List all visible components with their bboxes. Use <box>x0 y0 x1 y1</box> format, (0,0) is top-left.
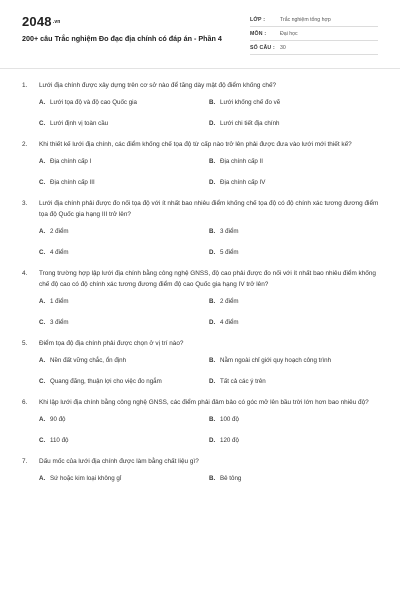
option-text: 1 điểm <box>50 298 69 305</box>
option-text: Lưới định vị toàn cầu <box>50 120 109 127</box>
option-letter: A. <box>39 228 46 235</box>
answer-option[interactable] <box>209 248 379 258</box>
answer-option[interactable] <box>209 415 379 425</box>
option-letter: C. <box>39 437 46 444</box>
answer-option[interactable] <box>209 157 379 167</box>
answer-option[interactable] <box>39 377 209 387</box>
option-letter: B. <box>209 158 216 165</box>
meta-key: LỚP : <box>250 16 266 23</box>
meta-table <box>250 13 378 55</box>
option-text: Sứ hoặc kim loại không gỉ <box>50 475 122 482</box>
option-letter: C. <box>39 319 46 326</box>
question-header <box>22 139 380 150</box>
answer-option[interactable] <box>39 415 209 425</box>
question-text: Trong trường hợp lập lưới địa chính bằng công nghệ GNSS, độ cao phải được đo nối với ít nhất bao nhiêu điểm khống chế độ cao có độ chính xác tương đương điểm độ cao Quốc gia hạng IV trở lên? <box>39 270 376 288</box>
meta-key: SỐ CÂU : <box>250 44 275 51</box>
answer-option[interactable] <box>209 318 379 328</box>
answer-option[interactable] <box>39 157 209 167</box>
question-item <box>22 397 380 446</box>
question-item <box>22 268 380 328</box>
answer-option[interactable] <box>209 436 379 446</box>
option-letter: D. <box>209 319 216 326</box>
meta-value: Đại học <box>280 30 298 37</box>
answer-option[interactable] <box>209 377 379 387</box>
answer-option[interactable] <box>39 248 209 258</box>
question-item <box>22 456 380 484</box>
meta-value: Trắc nghiệm tổng hợp <box>280 16 331 23</box>
question-text: Khi lập lưới địa chính bằng công nghệ GNSS, các điểm phải đảm bảo có góc mở lên bầu trời lớn hơn bao nhiêu độ? <box>39 399 369 406</box>
question-item <box>22 139 380 188</box>
option-text: Địa chính cấp I <box>50 158 92 165</box>
question-header <box>22 338 380 349</box>
meta-value: 30 <box>280 44 286 51</box>
answer-options <box>22 474 380 484</box>
question-text: Lưới địa chính được xây dựng trên cơ sở nào để tăng dày mật độ điểm khống chế? <box>39 82 277 89</box>
answer-options <box>22 98 380 129</box>
answer-options <box>22 227 380 258</box>
option-text: Nền đất vững chắc, ổn định <box>50 357 127 364</box>
question-header <box>22 198 380 220</box>
answer-option[interactable] <box>209 474 379 484</box>
question-header <box>22 397 380 408</box>
option-text: 100 độ <box>220 416 239 423</box>
option-text: 2 điểm <box>220 298 239 305</box>
option-letter: A. <box>39 475 46 482</box>
question-number: 3. <box>22 200 28 207</box>
question-header <box>22 456 380 467</box>
option-text: Lưới khống chế đo vẽ <box>220 99 281 106</box>
option-letter: B. <box>209 416 216 423</box>
question-text: Lưới địa chính phải được đo nối tọa độ với ít nhất bao nhiêu điểm khống chế tọa độ có độ chính xác tương đương điểm tọa độ Quốc gia hạng III trở lên? <box>39 200 379 218</box>
question-header <box>22 80 380 91</box>
header-divider <box>0 68 400 69</box>
answer-option[interactable] <box>209 178 379 188</box>
meta-row-class <box>250 13 378 27</box>
option-text: Địa chính cấp III <box>50 179 95 186</box>
question-number: 5. <box>22 340 28 347</box>
answer-option[interactable] <box>209 227 379 237</box>
option-text: 2 điểm <box>50 228 69 235</box>
site-logo[interactable] <box>22 14 61 29</box>
option-text: 4 điểm <box>220 319 239 326</box>
option-letter: C. <box>39 378 46 385</box>
question-item <box>22 198 380 258</box>
option-letter: B. <box>209 298 216 305</box>
question-number: 1. <box>22 82 28 89</box>
meta-row-count <box>250 41 378 55</box>
option-letter: C. <box>39 249 46 256</box>
question-number: 2. <box>22 141 28 148</box>
option-text: 4 điểm <box>50 249 69 256</box>
answer-option[interactable] <box>39 227 209 237</box>
option-letter: B. <box>209 99 216 106</box>
option-letter: B. <box>209 357 216 364</box>
question-text: Khi thiết kế lưới địa chính, các điểm khống chế tọa độ từ cấp nào trở lên phải được đưa vào lưới mới thiết kế? <box>39 141 352 148</box>
logo-text: 2048 <box>22 14 52 29</box>
question-list <box>22 80 380 494</box>
logo-suffix: .vn <box>52 19 61 25</box>
answer-option[interactable] <box>39 436 209 446</box>
question-number: 7. <box>22 458 28 465</box>
option-letter: B. <box>209 475 216 482</box>
document-title: 200+ câu Trắc nghiệm Đo đạc địa chính có đáp án - Phần 4 <box>22 34 222 43</box>
answer-option[interactable] <box>209 356 379 366</box>
option-letter: D. <box>209 378 216 385</box>
answer-option[interactable] <box>209 98 379 108</box>
answer-option[interactable] <box>39 297 209 307</box>
option-letter: C. <box>39 179 46 186</box>
option-text: 3 điểm <box>50 319 69 326</box>
answer-option[interactable] <box>39 474 209 484</box>
option-letter: A. <box>39 158 46 165</box>
question-item <box>22 80 380 129</box>
question-text: Dấu mốc của lưới địa chính được làm bằng chất liệu gì? <box>39 458 199 465</box>
question-number: 6. <box>22 399 28 406</box>
option-letter: A. <box>39 357 46 364</box>
option-text: Lưới tọa độ và độ cao Quốc gia <box>50 99 137 106</box>
question-text: Điểm tọa độ địa chính phải được chọn ở vị trí nào? <box>39 340 184 347</box>
option-letter: D. <box>209 437 216 444</box>
answer-option[interactable] <box>39 178 209 188</box>
option-text: Tất cả các ý trên <box>220 378 266 385</box>
option-letter: D. <box>209 120 216 127</box>
answer-option[interactable] <box>209 297 379 307</box>
option-letter: A. <box>39 298 46 305</box>
option-text: Địa chính cấp II <box>220 158 263 165</box>
answer-option[interactable] <box>39 98 209 108</box>
meta-key: MÔN : <box>250 30 267 37</box>
option-text: Lưới chi tiết địa chính <box>220 120 280 127</box>
answer-option[interactable] <box>39 119 209 129</box>
question-item <box>22 338 380 387</box>
option-text: 110 độ <box>50 437 69 444</box>
meta-row-subject <box>250 27 378 41</box>
answer-option[interactable] <box>39 356 209 366</box>
answer-option[interactable] <box>39 318 209 328</box>
answer-options <box>22 297 380 328</box>
option-letter: C. <box>39 120 46 127</box>
option-text: 3 điểm <box>220 228 239 235</box>
answer-options <box>22 356 380 387</box>
option-letter: D. <box>209 179 216 186</box>
option-text: Bê tông <box>220 475 242 482</box>
option-text: 120 độ <box>220 437 239 444</box>
question-number: 4. <box>22 270 28 277</box>
answer-options <box>22 415 380 446</box>
answer-options <box>22 157 380 188</box>
option-text: Quang đãng, thuận lợi cho việc đo ngắm <box>50 378 162 385</box>
option-letter: D. <box>209 249 216 256</box>
option-text: Nằm ngoài chỉ giới quy hoạch công trình <box>220 357 332 364</box>
option-text: Địa chính cấp IV <box>220 179 266 186</box>
option-letter: A. <box>39 416 46 423</box>
option-letter: B. <box>209 228 216 235</box>
question-header <box>22 268 380 290</box>
answer-option[interactable] <box>209 119 379 129</box>
option-text: 90 độ <box>50 416 66 423</box>
option-text: 5 điểm <box>220 249 239 256</box>
option-letter: A. <box>39 99 46 106</box>
